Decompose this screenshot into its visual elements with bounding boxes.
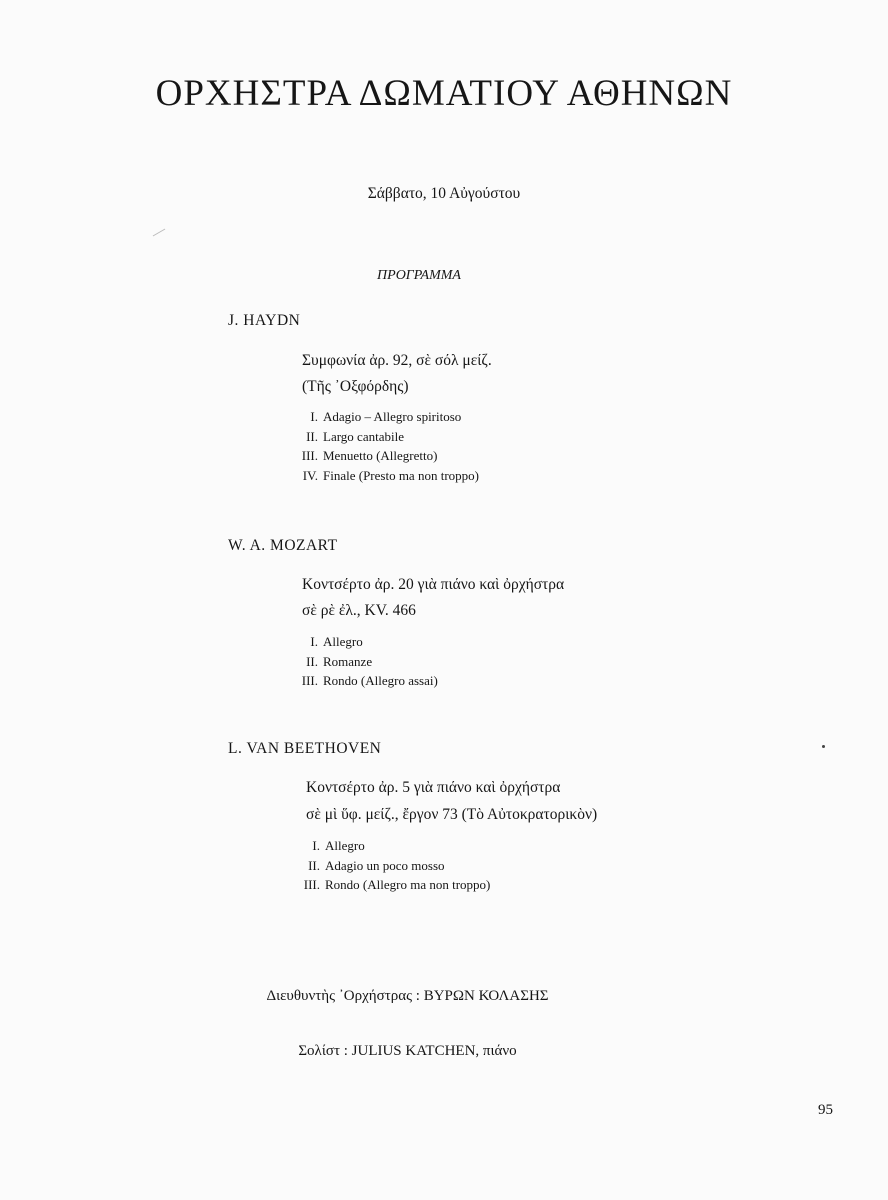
- movement-item: II. Largo cantabile: [306, 428, 404, 444]
- movement-item: III. Rondo (Allegro assai): [301, 673, 438, 688]
- work-title-mozart: Κοντσέρτο ἀρ. 20 γιὰ πιάνο καὶ ὀρχήστρα: [302, 576, 565, 593]
- conductor-credit: Διευθυντὴς ᾽Ορχήστρας : ΒΥΡΩΝ ΚΟΛΑΣΗΣ: [266, 988, 549, 1004]
- paper-speck: [822, 745, 825, 748]
- movement-item: I. Adagio – Allegro spiritoso: [310, 409, 462, 424]
- work-title-beethoven: Κοντσέρτο ἀρ. 5 γιὰ πιάνο καὶ ὀρχήστρα: [306, 779, 561, 796]
- work-subtitle-mozart: σὲ ρὲ ἐλ., KV. 466: [302, 602, 416, 619]
- concert-date: Σάββατο, 10 Αὐγούστου: [367, 185, 521, 202]
- composer-haydn: J. HAYDN: [228, 312, 301, 329]
- work-subtitle-haydn: (Τῆς ᾽Οξφόρδης): [302, 378, 409, 395]
- movement-item: III. Menuetto (Allegretto): [301, 448, 438, 463]
- paper-mark: [153, 229, 166, 237]
- movement-item: IV. Finale (Presto ma non troppo): [302, 467, 479, 483]
- movement-list-haydn: [292, 407, 479, 485]
- movement-item: II. Adagio un poco mosso: [308, 857, 445, 873]
- movement-item: I. Allegro: [312, 838, 365, 853]
- movement-item: III. Rondo (Allegro ma non troppo): [303, 877, 491, 892]
- page-title: ΟΡΧΗΣΤΡΑ ΔΩΜΑΤΙΟΥ ΑΘΗΝΩΝ: [155, 73, 733, 114]
- work-subtitle-beethoven: σὲ μὶ ὕφ. μείζ., ἔργον 73 (Τὸ Αὐτοκρατορικὸν): [306, 806, 598, 823]
- composer-mozart: W. A. MOZART: [228, 537, 338, 554]
- soloist-credit: Σολίστ : JULIUS KATCHEN, πιάνο: [298, 1043, 517, 1059]
- movement-item: II. Romanze: [306, 653, 373, 669]
- work-title-haydn: Συμφωνία ἀρ. 92, σὲ σόλ μείζ.: [302, 352, 492, 369]
- movement-list-mozart: [292, 632, 438, 691]
- page-number: 95: [818, 1102, 833, 1118]
- movement-list-beethoven: [294, 836, 490, 895]
- movement-item: I. Allegro: [310, 634, 363, 649]
- program-heading: ΠΡΟΓΡΑΜΜΑ: [377, 268, 461, 283]
- composer-beethoven: L. VAN BEETHOVEN: [228, 740, 382, 757]
